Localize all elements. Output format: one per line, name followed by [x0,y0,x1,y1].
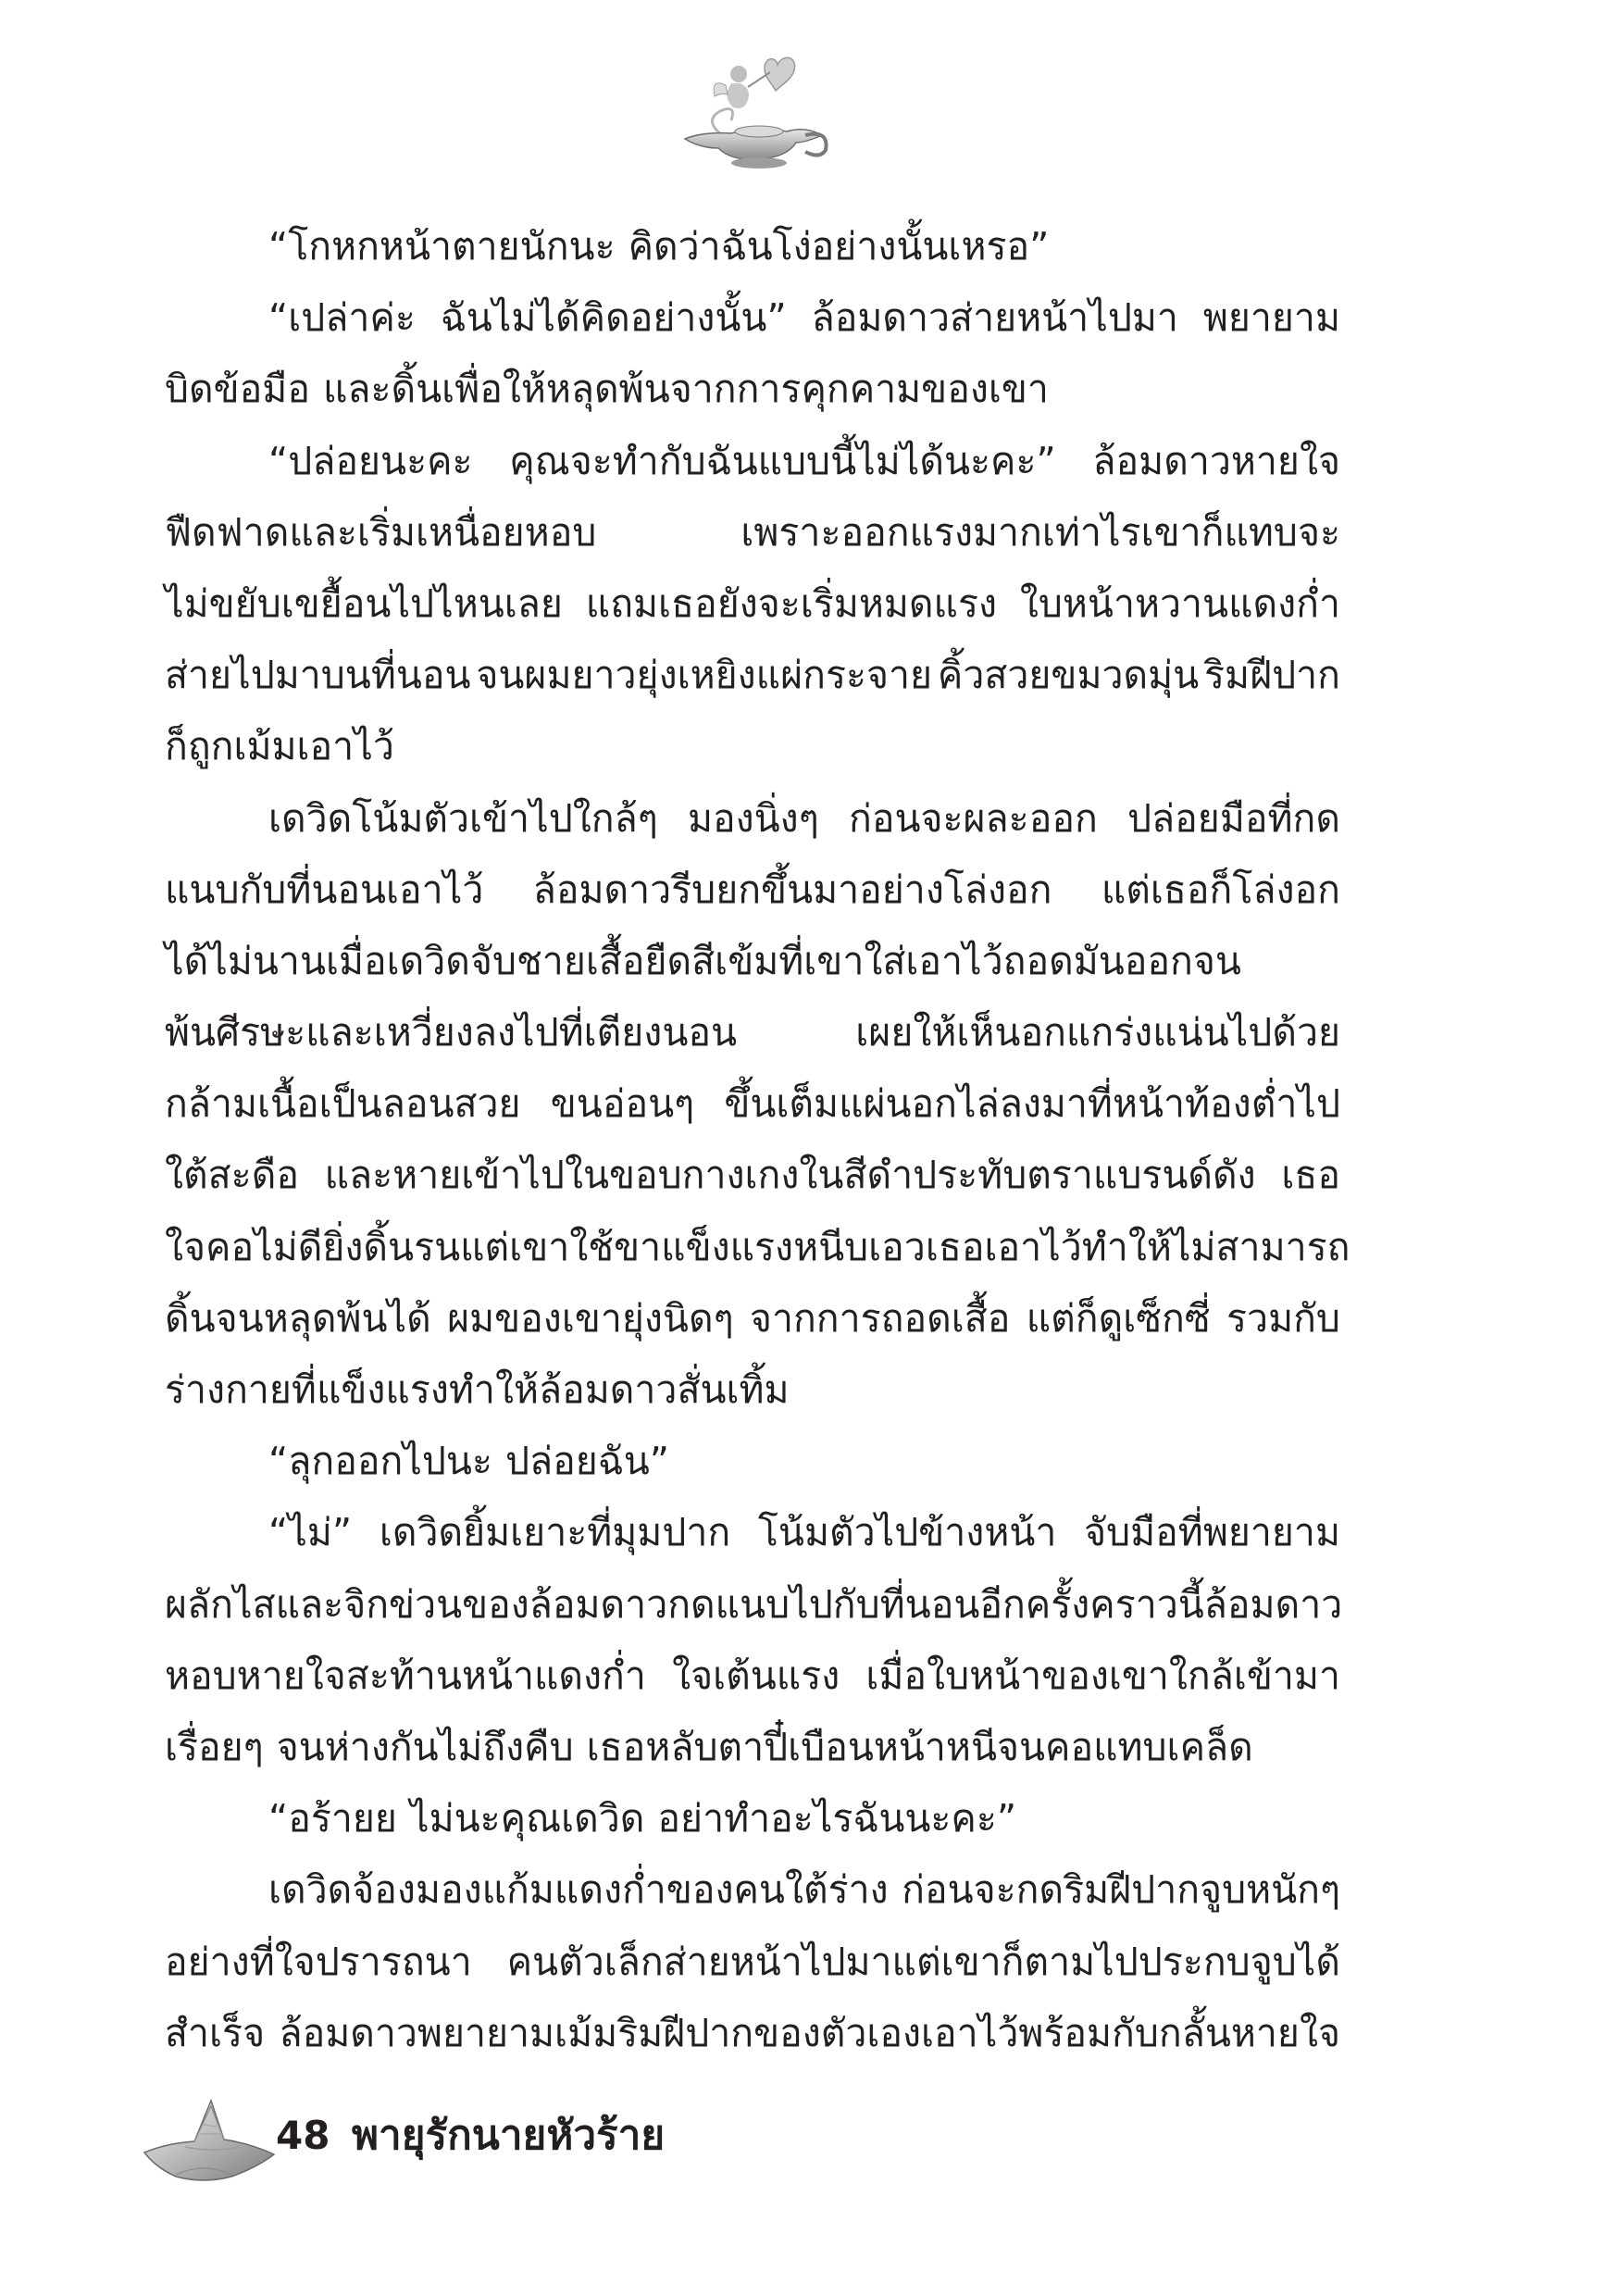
text-segment: เรื่อยๆ [165,1724,264,1769]
text-segment: เผยให้เห็นอกแกร่งแน่นไปด้วย [855,1010,1340,1055]
text-line [165,282,1340,354]
text-line [165,783,1340,855]
text-segment: ใจคอไม่ดี [165,1224,323,1269]
text-segment: กล้ามเนื้อเป็นลอนสวย [165,1081,521,1127]
text-line [165,497,1340,568]
text-segment: ไม่ขยับเขยื้อนไปไหนเลย [165,580,563,626]
text-line [165,354,1340,425]
text-segment: ก่อนจะผละออก [849,795,1098,841]
text-segment: จนผมยาวยุ่งเหยิงแผ่กระจาย [476,653,933,698]
text-segment: ปล่อยมือที่กด [1127,795,1340,841]
text-segment: โน้มตัวไปข้างหน้า [757,1510,1057,1555]
text-segment: รวมกับ [1226,1295,1340,1341]
text-line [165,1783,1340,1854]
text-segment: ขึ้นเต็มแผ่นอกไล่ลงมาที่หน้าท้องต่ำไป [724,1081,1340,1127]
text-segment: “ปล่อยนะคะ [268,438,473,483]
text-segment: พยายาม [1202,295,1340,341]
text-segment: คุณจะทำกับฉันแบบนี้ไม่ได้นะคะ” [509,438,1056,483]
text-segment: ขนอ่อนๆ [550,1081,695,1127]
text-segment: คราวนี้ล้อมดาว [1089,1581,1343,1627]
text-segment: เธอหลับตาปี๋เบือนหน้าหนีจนคอแทบเคล็ด [586,1724,1253,1769]
cupid-lamp-icon [666,46,842,176]
page-footer [139,2088,787,2190]
text-line [165,1140,1340,1211]
text-segment: จนห่างกันไม่ถึงคืบ [276,1724,574,1769]
text-line [165,855,1340,926]
text-segment: “ลุกออกไปนะ [268,1439,492,1484]
text-segment: ก็ถูกเม้มเอาไว้ [165,724,394,769]
text-segment: สำเร็จ [165,2010,266,2055]
text-segment: จับมือที่พยายาม [1084,1510,1340,1555]
text-segment: เดวิดยิ้มเยาะที่มุมปาก [379,1510,731,1555]
text-line [165,1497,1340,1568]
text-segment: แต่ก็ดูเซ็กซี่ [1026,1295,1211,1341]
text-segment: และหายเข้าไปในขอบกางเกงในสีดำประทับตราแบรนด์ดัง [324,1153,1256,1198]
text-segment: ผมของเขายุ่งนิดๆ [447,1295,734,1341]
text-segment: ล้อมดาวรีบยกขึ้นมาอย่างโล่งอก [532,867,1052,912]
text-segment: ใจเต้นแรง [672,1653,840,1698]
text-line [165,1854,1340,1926]
text-segment: จากการถอดเสื้อ [749,1295,1011,1341]
text-line [165,711,1340,782]
text-segment: เมื่อใบหน้าของเขาใกล้เข้ามา [865,1653,1340,1698]
text-segment: แนบกับที่นอนเอาไว้ [165,867,484,912]
text-segment: และดิ้นเพื่อให้หลุดพ้นจากการคุกคามของเขา [322,367,1049,412]
text-line [165,426,1340,497]
text-segment: อย่าทำอะไรฉันนะคะ” [657,1796,1017,1841]
text-segment: ฟืดฟาดและเริ่มเหนื่อยหอบ [165,509,597,555]
story-text [165,211,1350,2069]
text-segment: แถมเธอยังจะเริ่มหมดแรง [585,580,997,626]
text-line [165,211,1340,282]
text-line [165,568,1340,640]
text-segment: ร่างกายที่แข็งแรงทำให้ล้อมดาวสั่นเทิ้ม [165,1367,790,1412]
text-line [165,1927,1340,1998]
text-segment: “อร้ายย [268,1796,397,1841]
text-segment: แต่เขาใช้ขาแข็งแรงหนีบเอวเธอเอาไว้ [460,1224,1082,1269]
text-segment: ล้อมดาวส่ายหน้าไปมา [811,295,1178,341]
text-segment: พ้นศีรษะและเหวี่ยงลงไปที่เตียงนอน [165,1010,738,1055]
text-segment: ล้อมดาวหายใจ [1092,438,1340,483]
text-segment: เดวิดจ้องมองแก้มแดงก่ำของคนใต้ร่าง [268,1867,889,1913]
text-line [165,926,1340,997]
text-line [165,1712,1340,1783]
text-line [165,640,1340,711]
page-number: 48 [276,2113,330,2158]
text-segment: เพราะออกแรงมากเท่าไรเขาก็แทบจะ [741,509,1340,555]
text-segment: คนตัวเล็กส่ายหน้าไปมาแต่เขาก็ตามไปประกบจูบได้ [506,1939,1340,1984]
text-segment: บิดข้อมือ [165,367,310,412]
text-line [165,1212,1350,1283]
seashell-icon [139,2088,278,2190]
text-segment: ดิ้นจนหลุดพ้นได้ [165,1295,431,1341]
text-segment: “เปล่าค่ะ [268,295,416,341]
text-segment: คิ้วสวยขมวดมุ่น [937,653,1200,698]
text-segment: ริมฝีปาก [1204,653,1340,698]
text-segment: ไม่นะคุณเดวิด [409,1796,645,1841]
text-line [165,1068,1340,1140]
book-title: พายุรักนายหัวร้าย [352,2112,666,2159]
text-segment: “โกหกหน้าตายนักนะ [268,224,616,268]
text-segment: “ไม่” [268,1510,353,1555]
text-line [165,997,1340,1068]
text-segment: เดวิดโน้มตัวเข้าไปใกล้ๆ [268,795,658,841]
text-line [165,1283,1340,1354]
text-segment: ก่อนจะกดริมฝีปากจูบหนักๆ [902,1867,1340,1913]
text-line [165,1354,1340,1426]
text-line [165,1641,1340,1712]
text-segment: ใบหน้าหวานแดงก่ำ [1019,580,1340,626]
text-segment: ทำให้ไม่สามารถ [1081,1224,1350,1269]
text-line [165,1426,1340,1497]
text-segment: ส่ายไปมาบนที่นอน [165,653,471,698]
text-segment: ล้อมดาวพยายามเม้มริมฝีปากของตัวเองเอาไว้พร้อมกับกลั้นหายใจ [279,2010,1340,2055]
text-segment: แต่เธอก็โล่งอก [1101,867,1340,912]
text-segment: มองนิ่งๆ [687,795,819,841]
text-segment: คิดว่าฉันโง่อย่างนั้นเหรอ” [628,224,1050,268]
text-segment: หอบหายใจสะท้านหน้าแดงก่ำ [165,1653,646,1698]
text-segment: ผลักไสและจิกข่วนของล้อมดาวกดแนบไปกับที่นอนอีกครั้ง [165,1581,1090,1627]
text-segment: เธอ [1281,1153,1340,1198]
text-segment: อย่างที่ใจปรารถนา [165,1939,472,1984]
text-segment: ปล่อยฉัน” [504,1439,669,1484]
text-segment: ยิ่งดิ้นรน [322,1224,461,1269]
text-segment: ได้ไม่นานเมื่อเดวิดจับชายเสื้อยืดสีเข้มที่เขาใส่เอาไว้ถอดมันออกจน [165,938,1241,983]
text-line [165,1998,1340,2069]
text-segment: ฉันไม่ได้คิดอย่างนั้น” [440,295,787,341]
text-segment: ใต้สะดือ [165,1153,299,1198]
text-line [165,1569,1343,1641]
